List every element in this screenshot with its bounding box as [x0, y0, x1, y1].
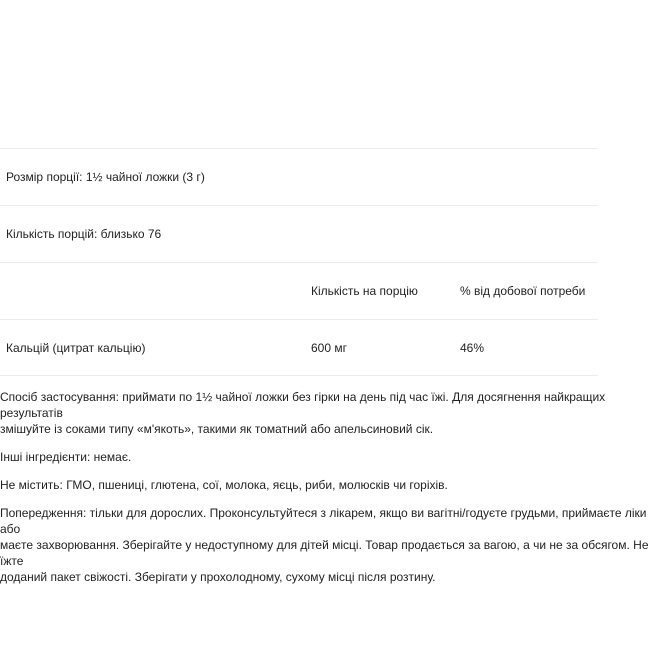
serving-count-row	[0, 205, 598, 262]
nutrient-amount: 600 мг	[311, 340, 347, 355]
warning-line: Попередження: тільки для дорослих. Проконсультуйтеся з лікарем, якщо ви вагітні/годуєте грудьми, приймаєте ліки або	[0, 506, 647, 536]
table-row	[0, 319, 598, 376]
serving-size-text: Розмір порції: 1½ чайної ложки (3 г)	[6, 170, 205, 184]
nutrient-daily-value: 46%	[460, 340, 485, 355]
usage-instructions	[0, 389, 666, 437]
other-ingredients: Інші інгредієнти: немає.	[0, 450, 132, 464]
usage-line: Спосіб застосування: приймати по 1½ чайної ложки без гірки на день під час їжі. Для досягнення найкращих результатів	[0, 390, 606, 420]
usage-line: змішуйте із соками типу «м'якоть», такими як томатний або апельсиновий сік.	[0, 422, 434, 436]
amount-per-serving-header: Кількість на порцію	[311, 284, 418, 298]
table-header-row	[0, 262, 598, 319]
warning-statement	[0, 505, 666, 585]
serving-count-text: Кількість порцій: близько 76	[6, 227, 162, 241]
nutrient-name: Кальцій (цитрат кальцію)	[6, 340, 146, 355]
product-notes	[0, 389, 666, 595]
serving-size-row	[0, 148, 598, 205]
warning-line: доданий пакет свіжості. Зберігати у прохолодному, сухому місці після розтину.	[0, 570, 436, 584]
free-of-statement: Не містить: ГМО, пшениці, глютена, сої, молока, яєць, риби, молюсків чи горіхів.	[0, 478, 448, 492]
supplement-facts-table	[0, 148, 598, 376]
warning-line: маєте захворювання. Зберігайте у недоступному для дітей місці. Товар продається за вагою, а чи не за обсягом. Не їжте	[0, 538, 649, 568]
daily-value-header: % від добової потреби	[460, 284, 586, 298]
